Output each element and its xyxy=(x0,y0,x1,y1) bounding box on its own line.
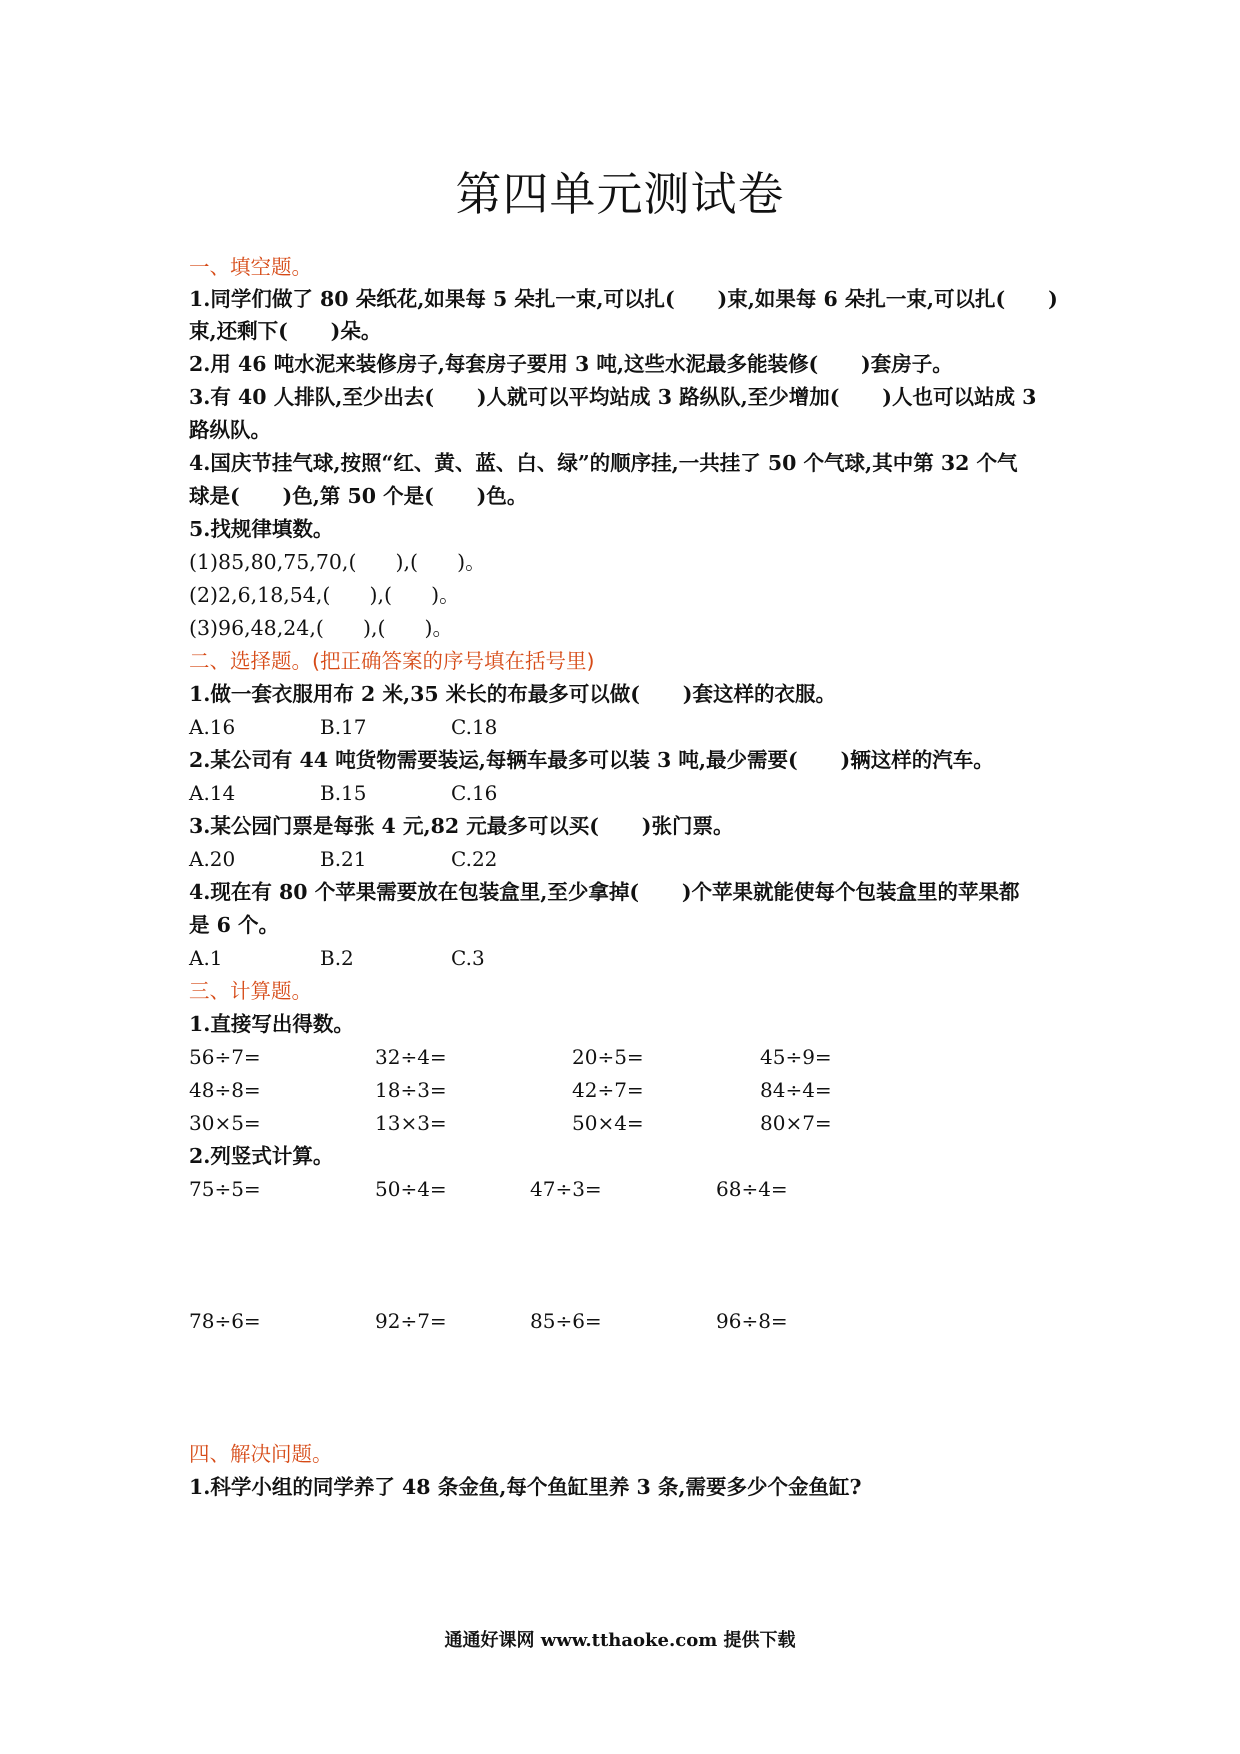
oral-calc-item: 30×5= xyxy=(189,1111,261,1135)
question-2-4-line-2: 是 6 个。 xyxy=(189,913,280,937)
choice-option: C.3 xyxy=(451,946,485,970)
oral-calc-item: 20÷5= xyxy=(572,1045,644,1069)
section-heading-fill-blank: 一、填空题。 xyxy=(189,255,312,279)
question-4-1: 1.科学小组的同学养了 48 条金鱼,每个鱼缸里养 3 条,需要多少个金鱼缸? xyxy=(189,1475,862,1499)
question-1-3-line-2: 路纵队。 xyxy=(189,418,271,442)
vertical-calc-item: 68÷4= xyxy=(716,1177,788,1201)
question-2-2: 2.某公司有 44 吨货物需要装运,每辆车最多可以装 3 吨,最少需要( )辆这样的汽车。 xyxy=(189,748,994,772)
vertical-calc-item: 75÷5= xyxy=(189,1177,261,1201)
question-1-3-line-1: 3.有 40 人排队,至少出去( )人就可以平均站成 3 路纵队,至少增加( )人也可以站成 3 xyxy=(189,385,1037,409)
oral-calc-item: 45÷9= xyxy=(760,1045,832,1069)
vertical-calc-item: 47÷3= xyxy=(530,1177,602,1201)
vertical-calc-item: 92÷7= xyxy=(375,1309,447,1333)
question-1-1-line-1: 1.同学们做了 80 朵纸花,如果每 5 朵扎一束,可以扎( )束,如果每 6 朵扎一束,可以扎( ) xyxy=(189,287,1058,311)
question-1-5-part-3: (3)96,48,24,( ),( )。 xyxy=(189,616,454,640)
section-heading-calculation: 三、计算题。 xyxy=(189,979,312,1003)
choice-option: B.17 xyxy=(320,715,367,739)
question-1-5: 5.找规律填数。 xyxy=(189,517,334,541)
vertical-calc-item: 85÷6= xyxy=(530,1309,602,1333)
choice-option: C.16 xyxy=(451,781,498,805)
vertical-calc-item: 78÷6= xyxy=(189,1309,261,1333)
choice-option: B.15 xyxy=(320,781,367,805)
oral-calc-item: 50×4= xyxy=(572,1111,644,1135)
oral-calc-item: 32÷4= xyxy=(375,1045,447,1069)
choice-option: B.2 xyxy=(320,946,354,970)
question-2-1: 1.做一套衣服用布 2 米,35 米长的布最多可以做( )套这样的衣服。 xyxy=(189,682,836,706)
choice-option: C.18 xyxy=(451,715,498,739)
question-1-4-line-1: 4.国庆节挂气球,按照“红、黄、蓝、白、绿”的顺序挂,一共挂了 50 个气球,其中第 32 个气 xyxy=(189,451,1018,475)
oral-calc-item: 13×3= xyxy=(375,1111,447,1135)
vertical-calc-item: 50÷4= xyxy=(375,1177,447,1201)
question-1-4-line-2: 球是( )色,第 50 个是( )色。 xyxy=(189,484,528,508)
question-1-5-part-1: (1)85,80,75,70,( ),( )。 xyxy=(189,550,486,574)
vertical-calc-item: 96÷8= xyxy=(716,1309,788,1333)
section-heading-problem-solving: 四、解决问题。 xyxy=(189,1442,333,1466)
oral-calc-item: 18÷3= xyxy=(375,1078,447,1102)
question-1-5-part-2: (2)2,6,18,54,( ),( )。 xyxy=(189,583,460,607)
section-heading-multiple-choice: 二、选择题。(把正确答案的序号填在括号里) xyxy=(189,649,595,673)
question-2-3: 3.某公园门票是每张 4 元,82 元最多可以买( )张门票。 xyxy=(189,814,734,838)
choice-option: C.22 xyxy=(451,847,498,871)
question-3-2: 2.列竖式计算。 xyxy=(189,1144,334,1168)
page-title: 第四单元测试卷 xyxy=(455,167,785,221)
choice-option: B.21 xyxy=(320,847,367,871)
choice-option: A.14 xyxy=(189,781,236,805)
oral-calc-item: 56÷7= xyxy=(189,1045,261,1069)
choice-option: A.1 xyxy=(189,946,223,970)
choice-option: A.16 xyxy=(189,715,236,739)
question-1-2: 2.用 46 吨水泥来装修房子,每套房子要用 3 吨,这些水泥最多能装修( )套房子。 xyxy=(189,352,953,376)
question-1-1-line-2: 束,还剩下( )朵。 xyxy=(189,319,382,343)
oral-calc-item: 84÷4= xyxy=(760,1078,832,1102)
choice-option: A.20 xyxy=(189,847,236,871)
page-footer: 通通好课网 www.tthaoke.com 提供下载 xyxy=(444,1630,796,1651)
oral-calc-item: 80×7= xyxy=(760,1111,832,1135)
oral-calc-item: 48÷8= xyxy=(189,1078,261,1102)
question-2-4-line-1: 4.现在有 80 个苹果需要放在包装盒里,至少拿掉( )个苹果就能使每个包装盒里的苹果都 xyxy=(189,880,1020,904)
oral-calc-item: 42÷7= xyxy=(572,1078,644,1102)
question-3-1: 1.直接写出得数。 xyxy=(189,1012,354,1036)
